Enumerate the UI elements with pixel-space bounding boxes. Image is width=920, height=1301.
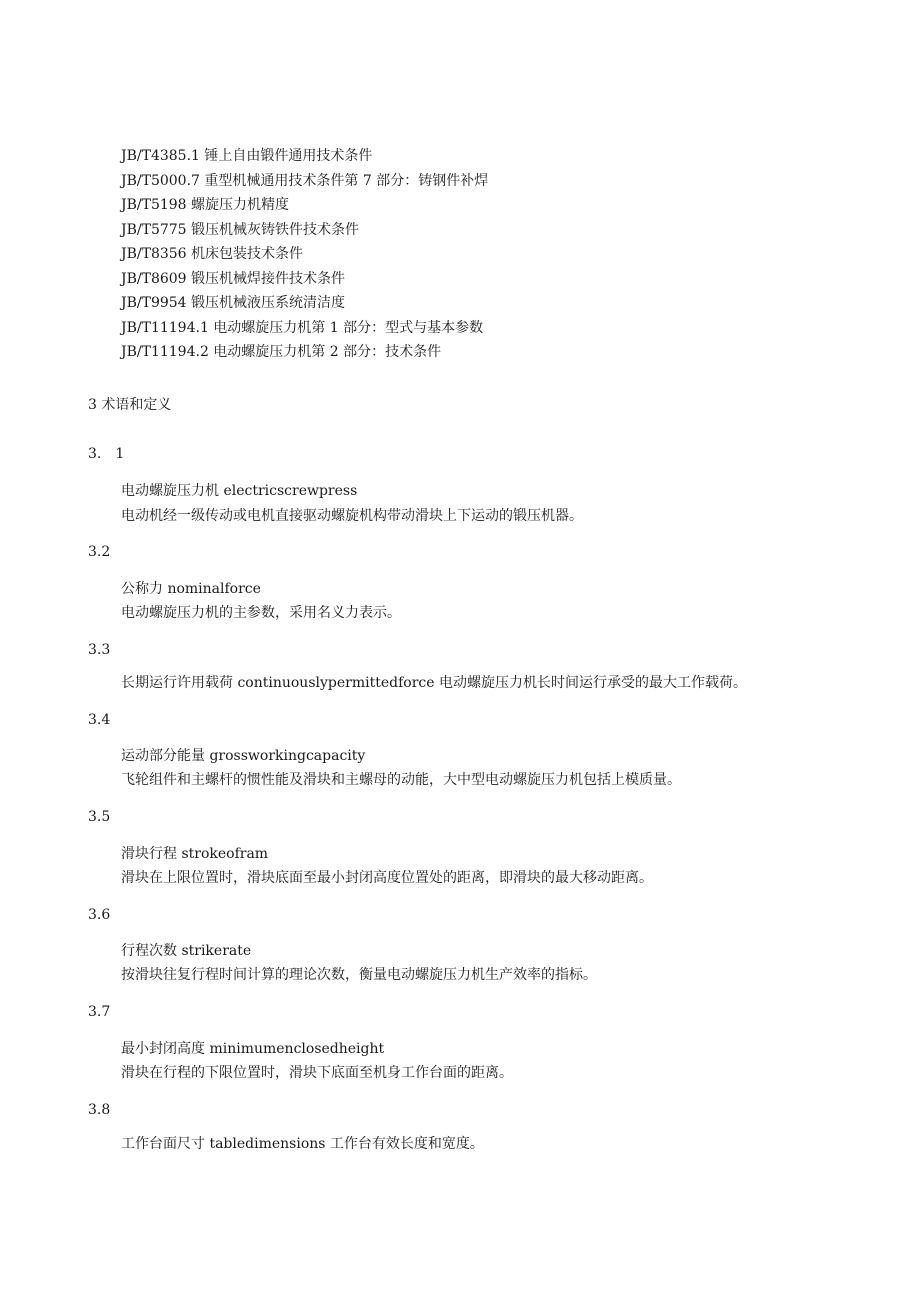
term-number: 3.3 — [88, 642, 111, 658]
section-title: 3 术语和定义 — [88, 397, 172, 413]
term-number: 3. 1 — [88, 446, 125, 462]
reference-item: JB/T5198 螺旋压力机精度 — [121, 197, 290, 213]
term-number: 3.8 — [88, 1102, 111, 1118]
term-definition: 滑块在上限位置时，滑块底面至最小封闭高度位置处的距离，即滑块的最大移动距离。 — [121, 870, 653, 886]
term-definition: 电动机经一级传动或电机直接驱动螺旋机构带动滑块上下运动的锻压机器。 — [121, 508, 583, 524]
term-name: 公称力 nominalforce — [121, 581, 261, 597]
reference-item: JB/T5775 锻压机械灰铸铁件技术条件 — [121, 222, 360, 238]
term-number: 3.2 — [88, 544, 111, 560]
reference-item: JB/T8356 机床包装技术条件 — [121, 246, 304, 262]
term-definition: 滑块在行程的下限位置时，滑块下底面至机身工作台面的距离。 — [121, 1065, 513, 1081]
term-name: 最小封闭高度 minimumenclosedheight — [121, 1041, 385, 1057]
term-number: 3.7 — [88, 1004, 111, 1020]
term-name: 长期运行许用载荷 continuouslypermittedforce 电动螺旋压力机长时间运行承受的最大工作载荷。 — [121, 675, 747, 691]
reference-item: JB/T5000.7 重型机械通用技术条件第 7 部分：铸钢件补焊 — [121, 173, 489, 189]
term-name: 运动部分能量 grossworkingcapacity — [121, 748, 366, 764]
reference-item: JB/T9954 锻压机械液压系统清洁度 — [121, 295, 346, 311]
term-number: 3.6 — [88, 907, 111, 923]
term-definition: 飞轮组件和主螺杆的惯性能及滑块和主螺母的动能，大中型电动螺旋压力机包括上模质量。 — [121, 772, 681, 788]
reference-item: JB/T11194.2 电动螺旋压力机第 2 部分：技术条件 — [121, 344, 442, 360]
term-name: 工作台面尺寸 tabledimensions 工作台有效长度和宽度。 — [121, 1136, 484, 1152]
term-number: 3.5 — [88, 809, 111, 825]
reference-item: JB/T11194.1 电动螺旋压力机第 1 部分：型式与基本参数 — [121, 320, 484, 336]
term-name: 滑块行程 strokeofram — [121, 846, 269, 862]
reference-item: JB/T4385.1 锤上自由锻件通用技术条件 — [121, 148, 373, 164]
term-definition: 按滑块往复行程时间计算的理论次数，衡量电动螺旋压力机生产效率的指标。 — [121, 967, 597, 983]
term-name: 行程次数 strikerate — [121, 943, 252, 959]
term-name: 电动螺旋压力机 electricscrewpress — [121, 483, 358, 499]
term-definition: 电动螺旋压力机的主参数，采用名义力表示。 — [121, 605, 401, 621]
reference-item: JB/T8609 锻压机械焊接件技术条件 — [121, 271, 346, 287]
term-number: 3.4 — [88, 712, 111, 728]
